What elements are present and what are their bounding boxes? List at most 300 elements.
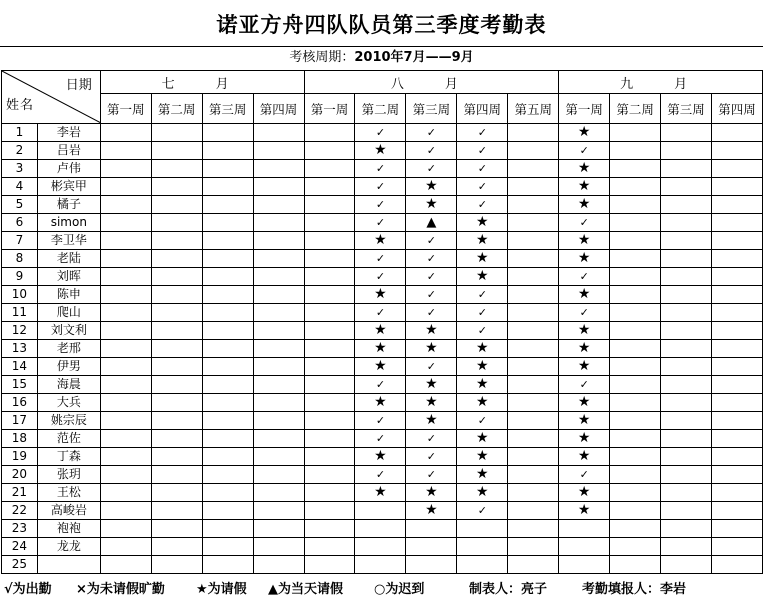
attendance-cell [406, 556, 457, 574]
attendance-cell [661, 484, 712, 502]
attendance-cell [304, 412, 355, 430]
attendance-cell: ✓ [457, 286, 508, 304]
attendance-cell [610, 196, 661, 214]
attendance-cell [610, 412, 661, 430]
attendance-cell [661, 412, 712, 430]
attendance-cell [202, 214, 253, 232]
attendance-cell [712, 322, 763, 340]
attendance-cell [304, 376, 355, 394]
attendance-cell [610, 286, 661, 304]
attendance-cell: ★ [355, 484, 406, 502]
table-row [2, 304, 763, 322]
attendance-cell [202, 232, 253, 250]
attendance-cell [712, 520, 763, 538]
row-number: 12 [2, 322, 38, 340]
attendance-cell [151, 556, 202, 574]
attendance-cell [202, 268, 253, 286]
attendance-cell [712, 268, 763, 286]
attendance-cell [304, 556, 355, 574]
table-row [2, 142, 763, 160]
attendance-cell [100, 160, 151, 178]
attendance-cell [508, 268, 559, 286]
row-number: 4 [2, 178, 38, 196]
attendance-cell: ★ [406, 502, 457, 520]
attendance-cell [406, 538, 457, 556]
attendance-cell [610, 556, 661, 574]
legend-present: √为出勤 [4, 582, 52, 597]
title-divider [0, 46, 763, 47]
attendance-cell: ★ [559, 448, 610, 466]
attendance-cell: ★ [457, 232, 508, 250]
table-row [2, 124, 763, 142]
week-header-aug-5: 第五周 [508, 94, 559, 124]
attendance-cell: ✓ [406, 250, 457, 268]
attendance-cell [100, 304, 151, 322]
attendance-cell [304, 466, 355, 484]
attendance-cell: ✓ [406, 304, 457, 322]
attendance-cell [253, 142, 304, 160]
attendance-cell [253, 502, 304, 520]
attendance-cell: ★ [457, 484, 508, 502]
corner-name-label: 姓名 [6, 98, 35, 113]
attendance-cell [712, 394, 763, 412]
attendance-cell [304, 448, 355, 466]
attendance-cell [610, 394, 661, 412]
attendance-cell [712, 556, 763, 574]
attendance-cell [100, 394, 151, 412]
member-name: 王松 [37, 484, 100, 502]
attendance-cell [304, 538, 355, 556]
attendance-cell [610, 268, 661, 286]
attendance-cell: ★ [355, 232, 406, 250]
row-number: 2 [2, 142, 38, 160]
table-row [2, 484, 763, 502]
table-row [2, 556, 763, 574]
attendance-cell [610, 484, 661, 502]
period-label: 考核周期： [289, 50, 355, 65]
attendance-cell [100, 214, 151, 232]
attendance-cell: ★ [559, 232, 610, 250]
attendance-cell [151, 376, 202, 394]
member-name [37, 556, 100, 574]
attendance-cell [253, 160, 304, 178]
attendance-cell: ★ [559, 358, 610, 376]
attendance-cell: ★ [559, 286, 610, 304]
attendance-cell [661, 466, 712, 484]
attendance-cell [151, 394, 202, 412]
attendance-cell: ✓ [559, 466, 610, 484]
attendance-cell [100, 340, 151, 358]
table-row [2, 322, 763, 340]
table-row [2, 358, 763, 376]
attendance-cell [100, 268, 151, 286]
row-number: 24 [2, 538, 38, 556]
legend-late: ○为迟到 [374, 582, 425, 597]
member-name: 袍袍 [37, 520, 100, 538]
legend-sameday: ▲为当天请假 [268, 582, 343, 597]
attendance-cell [559, 538, 610, 556]
attendance-cell [610, 340, 661, 358]
attendance-cell [151, 160, 202, 178]
attendance-cell [508, 412, 559, 430]
attendance-cell: ✓ [559, 214, 610, 232]
attendance-cell [304, 322, 355, 340]
member-name: 丁森 [37, 448, 100, 466]
attendance-cell [712, 286, 763, 304]
attendance-cell [508, 484, 559, 502]
attendance-cell [661, 124, 712, 142]
attendance-cell: ✓ [355, 304, 406, 322]
attendance-cell: ★ [457, 358, 508, 376]
attendance-cell [712, 448, 763, 466]
row-number: 9 [2, 268, 38, 286]
attendance-cell [661, 430, 712, 448]
attendance-cell [202, 376, 253, 394]
attendance-cell [202, 556, 253, 574]
attendance-cell [661, 376, 712, 394]
attendance-cell: ★ [559, 502, 610, 520]
attendance-cell [661, 394, 712, 412]
attendance-cell [100, 142, 151, 160]
attendance-cell: ✓ [406, 466, 457, 484]
row-number: 11 [2, 304, 38, 322]
attendance-cell [661, 448, 712, 466]
attendance-cell [304, 430, 355, 448]
attendance-cell: ★ [559, 250, 610, 268]
attendance-cell [202, 502, 253, 520]
attendance-cell [304, 394, 355, 412]
attendance-cell [610, 322, 661, 340]
attendance-cell [661, 556, 712, 574]
row-number: 25 [2, 556, 38, 574]
attendance-cell: ✓ [355, 160, 406, 178]
attendance-cell [100, 322, 151, 340]
member-name: 刘晖 [37, 268, 100, 286]
attendance-cell [457, 520, 508, 538]
attendance-cell [253, 214, 304, 232]
week-header-aug-3: 第三周 [406, 94, 457, 124]
attendance-cell [712, 142, 763, 160]
attendance-cell [151, 520, 202, 538]
attendance-cell: ★ [355, 394, 406, 412]
attendance-cell: ✓ [457, 160, 508, 178]
attendance-cell [304, 124, 355, 142]
month-august: 八 月 [304, 71, 559, 94]
attendance-cell: ★ [559, 340, 610, 358]
attendance-cell [508, 214, 559, 232]
attendance-cell [661, 358, 712, 376]
row-number: 10 [2, 286, 38, 304]
attendance-cell [661, 340, 712, 358]
sheet-title: 诺亚方舟四队队员第三季度考勤表 [216, 13, 547, 37]
attendance-cell: ✓ [406, 268, 457, 286]
attendance-cell [253, 394, 304, 412]
member-name: 老邢 [37, 340, 100, 358]
attendance-cell [355, 556, 406, 574]
attendance-cell [253, 286, 304, 304]
row-number: 5 [2, 196, 38, 214]
attendance-cell [508, 538, 559, 556]
attendance-cell [508, 196, 559, 214]
attendance-cell [508, 394, 559, 412]
attendance-cell [304, 268, 355, 286]
attendance-cell: ★ [457, 448, 508, 466]
attendance-cell [610, 466, 661, 484]
attendance-cell [610, 178, 661, 196]
row-number: 23 [2, 520, 38, 538]
attendance-cell: ✓ [457, 124, 508, 142]
attendance-cell: ✓ [355, 376, 406, 394]
legend-leave: ★为请假 [196, 582, 247, 597]
attendance-cell: ★ [559, 196, 610, 214]
member-name: 大兵 [37, 394, 100, 412]
attendance-cell [202, 322, 253, 340]
attendance-cell [610, 448, 661, 466]
week-header-sep-3: 第三周 [661, 94, 712, 124]
attendance-cell [202, 448, 253, 466]
attendance-cell [610, 124, 661, 142]
legend-footer [0, 576, 763, 604]
attendance-cell [100, 286, 151, 304]
attendance-cell [100, 376, 151, 394]
attendance-cell [508, 304, 559, 322]
attendance-cell: ✓ [355, 196, 406, 214]
attendance-cell [202, 304, 253, 322]
attendance-cell: ✓ [355, 466, 406, 484]
attendance-cell [151, 250, 202, 268]
attendance-cell [508, 340, 559, 358]
attendance-cell [406, 520, 457, 538]
attendance-cell [304, 196, 355, 214]
attendance-cell [151, 340, 202, 358]
attendance-cell [712, 502, 763, 520]
table-row [2, 412, 763, 430]
attendance-cell [610, 232, 661, 250]
attendance-cell [304, 484, 355, 502]
attendance-cell [253, 538, 304, 556]
attendance-cell [712, 178, 763, 196]
attendance-cell [661, 160, 712, 178]
attendance-cell: ★ [559, 430, 610, 448]
attendance-cell [304, 214, 355, 232]
attendance-cell: ★ [355, 340, 406, 358]
attendance-table [1, 70, 763, 574]
attendance-cell [100, 520, 151, 538]
week-header-jul-3: 第三周 [202, 94, 253, 124]
attendance-cell: ✓ [457, 196, 508, 214]
attendance-cell [100, 232, 151, 250]
attendance-cell [508, 520, 559, 538]
attendance-cell [610, 304, 661, 322]
attendance-cell [253, 412, 304, 430]
member-name: 刘文利 [37, 322, 100, 340]
attendance-cell: ★ [406, 376, 457, 394]
attendance-cell: ★ [406, 412, 457, 430]
attendance-cell [610, 214, 661, 232]
attendance-cell [661, 502, 712, 520]
row-number: 7 [2, 232, 38, 250]
table-row [2, 340, 763, 358]
member-name: 卢伟 [37, 160, 100, 178]
attendance-cell [202, 286, 253, 304]
attendance-cell: ✓ [406, 286, 457, 304]
attendance-cell: ★ [406, 196, 457, 214]
row-number: 19 [2, 448, 38, 466]
attendance-cell [355, 502, 406, 520]
attendance-cell: ✓ [457, 412, 508, 430]
week-header-aug-2: 第二周 [355, 94, 406, 124]
week-header-aug-4: 第四周 [457, 94, 508, 124]
attendance-cell [661, 322, 712, 340]
member-name: 龙龙 [37, 538, 100, 556]
week-header-sep-4: 第四周 [712, 94, 763, 124]
table-row [2, 178, 763, 196]
table-row [2, 520, 763, 538]
attendance-cell: ✓ [355, 430, 406, 448]
attendance-cell [202, 358, 253, 376]
attendance-cell [202, 142, 253, 160]
attendance-cell [304, 502, 355, 520]
attendance-cell [151, 304, 202, 322]
attendance-cell [100, 556, 151, 574]
attendance-cell [508, 322, 559, 340]
row-number: 20 [2, 466, 38, 484]
attendance-cell [304, 232, 355, 250]
attendance-cell [202, 250, 253, 268]
table-row [2, 268, 763, 286]
table-row [2, 376, 763, 394]
attendance-cell [202, 178, 253, 196]
attendance-cell: ★ [355, 448, 406, 466]
attendance-cell [508, 376, 559, 394]
attendance-cell [202, 124, 253, 142]
attendance-cell [712, 232, 763, 250]
attendance-cell [202, 538, 253, 556]
attendance-cell [610, 358, 661, 376]
attendance-cell: ✓ [406, 160, 457, 178]
member-name: 海晨 [37, 376, 100, 394]
attendance-cell: ★ [457, 466, 508, 484]
attendance-cell: ✓ [559, 142, 610, 160]
legend-absent: ×为未请假旷勤 [76, 582, 165, 597]
attendance-cell [661, 538, 712, 556]
member-name: 陈申 [37, 286, 100, 304]
row-number: 3 [2, 160, 38, 178]
attendance-cell: ✓ [457, 322, 508, 340]
attendance-cell: ✓ [559, 268, 610, 286]
attendance-cell [253, 520, 304, 538]
attendance-cell [151, 322, 202, 340]
attendance-cell [610, 502, 661, 520]
attendance-cell [712, 412, 763, 430]
attendance-cell [151, 448, 202, 466]
attendance-cell [304, 142, 355, 160]
attendance-cell [253, 340, 304, 358]
member-name: 李岩 [37, 124, 100, 142]
attendance-cell [202, 160, 253, 178]
attendance-cell [508, 358, 559, 376]
attendance-cell [151, 178, 202, 196]
attendance-cell: ✓ [355, 124, 406, 142]
row-number: 14 [2, 358, 38, 376]
attendance-cell [508, 448, 559, 466]
attendance-cell: ★ [559, 160, 610, 178]
attendance-cell: ✓ [457, 142, 508, 160]
attendance-cell: ✓ [355, 412, 406, 430]
attendance-cell [151, 232, 202, 250]
attendance-cell [661, 304, 712, 322]
attendance-cell: ★ [355, 358, 406, 376]
attendance-cell [151, 196, 202, 214]
attendance-cell [712, 214, 763, 232]
attendance-cell [100, 196, 151, 214]
attendance-cell [661, 250, 712, 268]
attendance-cell: ✓ [406, 430, 457, 448]
corner-header [2, 71, 101, 124]
table-row [2, 394, 763, 412]
attendance-cell [610, 376, 661, 394]
legend-maker: 制表人：亮子 [469, 582, 548, 597]
attendance-cell: ✓ [457, 178, 508, 196]
attendance-cell [304, 250, 355, 268]
attendance-cell [151, 538, 202, 556]
attendance-cell [100, 124, 151, 142]
attendance-cell [151, 358, 202, 376]
attendance-cell: ✓ [406, 142, 457, 160]
attendance-cell [559, 556, 610, 574]
attendance-cell: ✓ [406, 232, 457, 250]
attendance-cell [661, 268, 712, 286]
member-name: 姚宗辰 [37, 412, 100, 430]
member-name: 橘子 [37, 196, 100, 214]
attendance-cell: ★ [559, 394, 610, 412]
table-row [2, 502, 763, 520]
attendance-cell [253, 232, 304, 250]
attendance-cell [151, 268, 202, 286]
attendance-cell [253, 448, 304, 466]
attendance-cell [100, 466, 151, 484]
attendance-cell [151, 412, 202, 430]
attendance-cell [610, 520, 661, 538]
row-number: 13 [2, 340, 38, 358]
attendance-cell [508, 160, 559, 178]
attendance-cell [100, 502, 151, 520]
attendance-cell: ★ [559, 412, 610, 430]
attendance-cell [253, 376, 304, 394]
attendance-cell: ★ [355, 142, 406, 160]
attendance-cell: ★ [559, 322, 610, 340]
attendance-cell [661, 142, 712, 160]
week-header-jul-2: 第二周 [151, 94, 202, 124]
legend-filler: 考勤填报人：李岩 [582, 582, 687, 597]
attendance-cell [610, 160, 661, 178]
attendance-cell: ✓ [457, 304, 508, 322]
attendance-cell [304, 520, 355, 538]
week-header-jul-4: 第四周 [253, 94, 304, 124]
table-row [2, 466, 763, 484]
attendance-cell [304, 286, 355, 304]
attendance-cell [253, 124, 304, 142]
attendance-cell [508, 124, 559, 142]
attendance-cell [151, 484, 202, 502]
week-header-sep-1: 第一周 [559, 94, 610, 124]
table-row [2, 286, 763, 304]
attendance-cell [712, 340, 763, 358]
attendance-cell [661, 178, 712, 196]
member-name: 范佐 [37, 430, 100, 448]
attendance-cell [202, 394, 253, 412]
attendance-cell [202, 340, 253, 358]
